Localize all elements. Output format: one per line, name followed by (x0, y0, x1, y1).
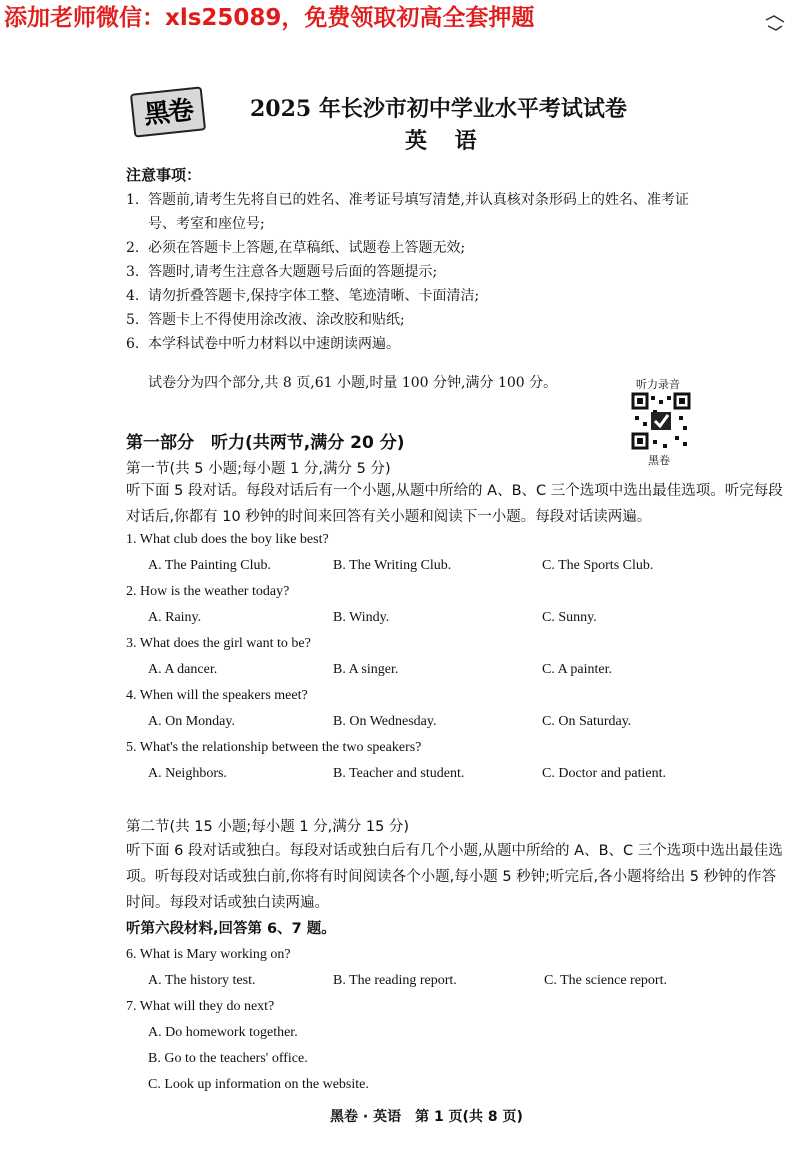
question-6: 6. What is Mary working on? (126, 947, 291, 962)
notice-item: 5. 答题卡上不得使用涂改液、涂改胶和贴纸; (126, 312, 405, 328)
exam-summary: 试卷分为四个部分,共 8 页,61 小题,时量 100 分钟,满分 100 分。 (148, 375, 558, 391)
notice-item-continued: 号、考室和座位号; (148, 216, 265, 232)
q2-option-c: C. Sunny. (542, 610, 597, 625)
q5-option-a: A. Neighbors. (148, 766, 227, 781)
q2-option-b: B. Windy. (333, 610, 390, 625)
brand-logo: 黑卷 (130, 86, 206, 137)
question-5: 5. What's the relationship between the two speakers? (126, 740, 422, 755)
qr-label: 听力录音 (636, 378, 680, 391)
material-heading: 听第六段材料,回答第 6、7 题。 (126, 921, 336, 937)
q7-option-a: A. Do homework together. (148, 1025, 298, 1040)
q3-option-a: A. A dancer. (148, 662, 218, 677)
subject-title: 英 语 (405, 128, 487, 154)
q4-option-b: B. On Wednesday. (333, 714, 437, 729)
part1-heading: 第一部分 听力(共两节,满分 20 分) (126, 433, 405, 453)
question-2: 2. How is the weather today? (126, 584, 290, 599)
question-4: 4. When will the speakers meet? (126, 688, 308, 703)
notice-item: 6. 本学科试卷中听力材料以中速朗读两遍。 (126, 336, 400, 352)
qr-brand: 黑卷 (648, 454, 670, 467)
q2-option-a: A. Rainy. (148, 610, 202, 625)
corner-scribble-icon (764, 14, 786, 32)
section1-heading: 第一节(共 5 小题;每小题 1 分,满分 5 分) (126, 461, 391, 477)
promo-banner: 添加老师微信：xls25089，免费领取初高全套押题 (4, 5, 535, 31)
question-3: 3. What does the girl want to be? (126, 636, 311, 651)
question-7: 7. What will they do next? (126, 999, 275, 1014)
section2-heading: 第二节(共 15 小题;每小题 1 分,满分 15 分) (126, 819, 410, 835)
page-footer: 黑卷 · 英语 第 1 页(共 8 页) (330, 1109, 523, 1125)
q1-option-c: C. The Sports Club. (542, 558, 654, 573)
exam-title: 2025 年长沙市初中学业水平考试试卷 (250, 96, 627, 122)
q7-option-b: B. Go to the teachers' office. (148, 1051, 308, 1066)
q3-option-b: B. A singer. (333, 662, 399, 677)
q4-option-c: C. On Saturday. (542, 714, 632, 729)
q1-option-b: B. The Writing Club. (333, 558, 452, 573)
q6-option-c: C. The science report. (544, 973, 667, 988)
notice-list (126, 188, 776, 356)
section2-instruction: 听下面 6 段对话或独白。每段对话或独白后有几个小题,从题中所给的 A、B、C 三个选项中选出最佳选项。听每段对话或独白前,你将有时间阅读各个小题,每小题 5 秒钟;听完后,各小题将给出 5 秒钟的作答时间。每段对话或独白读两遍。 (126, 843, 783, 911)
q6-option-b: B. The reading report. (333, 973, 457, 988)
q5-option-c: C. Doctor and patient. (542, 766, 667, 781)
notice-item: 3. 答题时,请考生注意各大题题号后面的答题提示; (126, 264, 438, 280)
qr-code-icon[interactable] (631, 392, 691, 450)
section1-instruction: 听下面 5 段对话。每段对话后有一个小题,从题中所给的 A、B、C 三个选项中选出最佳选项。听完每段对话后,你都有 10 秒钟的时间来回答有关小题和阅读下一小题。每段对话读两遍。 (126, 483, 783, 525)
q4-option-a: A. On Monday. (148, 714, 235, 729)
notice-item: 2. 必须在答题卡上答题,在草稿纸、试题卷上答题无效; (126, 240, 466, 256)
q5-option-b: B. Teacher and student. (333, 766, 465, 781)
q3-option-c: C. A painter. (542, 662, 612, 677)
question-1: 1. What club does the boy like best? (126, 532, 329, 547)
q6-option-a: A. The history test. (148, 973, 256, 988)
notice-item: 4. 请勿折叠答题卡,保持字体工整、笔迹清晰、卡面清洁; (126, 288, 480, 304)
q1-option-a: A. The Painting Club. (148, 558, 272, 573)
notice-item: 1. 答题前,请考生先将自已的姓名、准考证号填写清楚,并认真核对条形码上的姓名、准考证 (126, 192, 689, 208)
notice-heading: 注意事项： (126, 166, 202, 184)
q7-option-c: C. Look up information on the website. (148, 1077, 369, 1092)
